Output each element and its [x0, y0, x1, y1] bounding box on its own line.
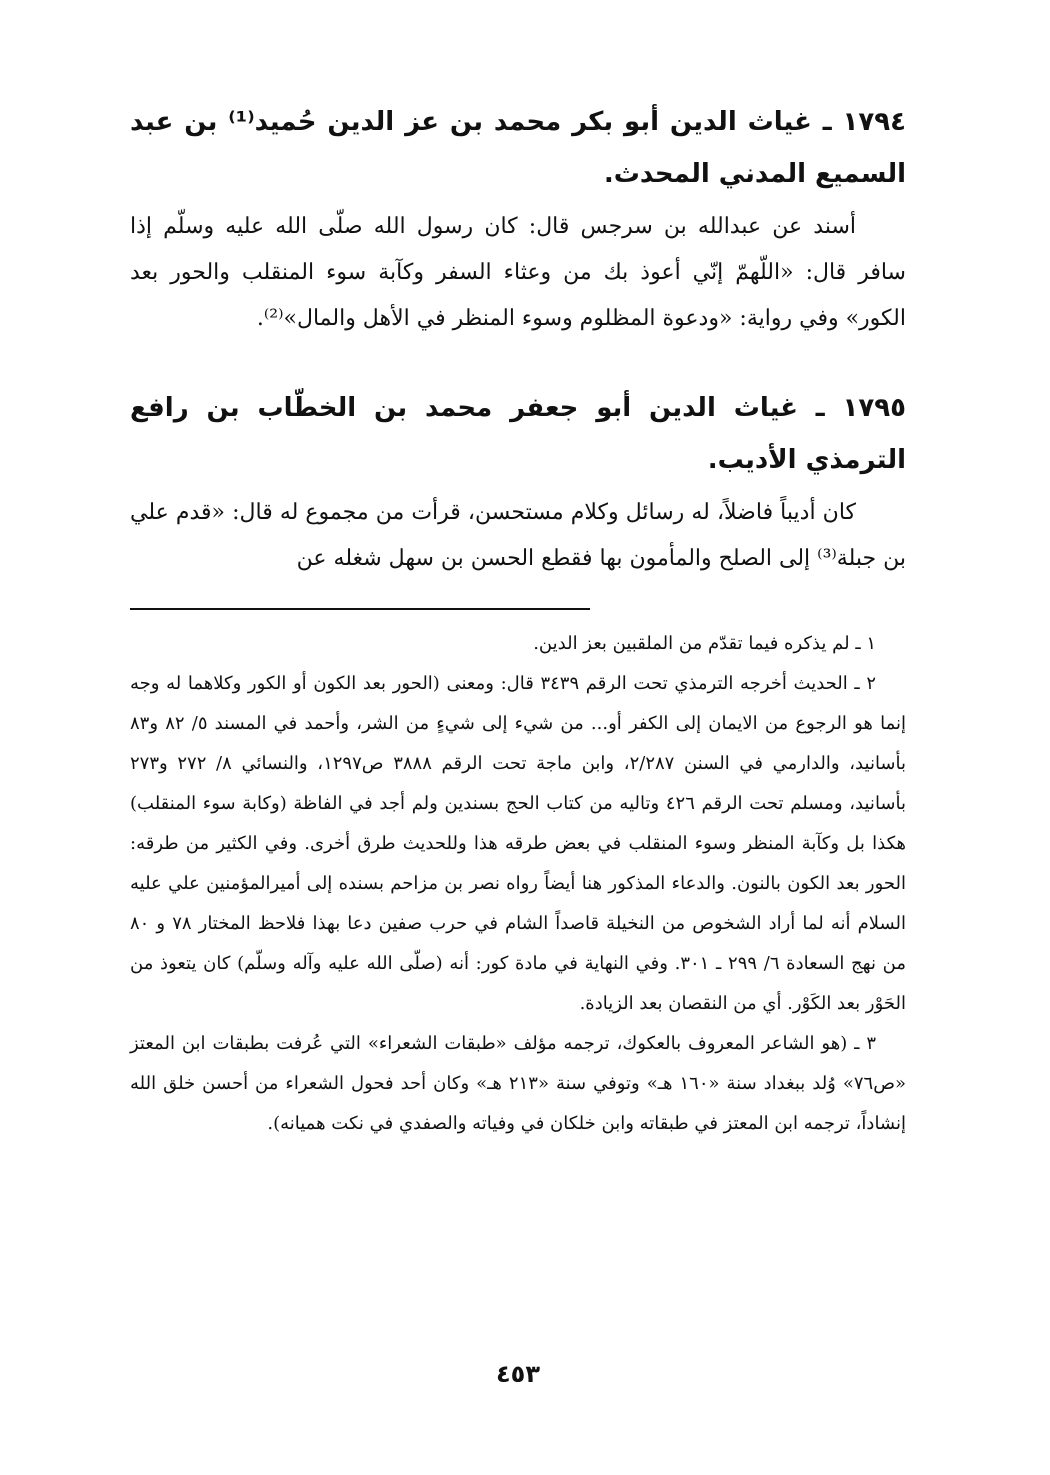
- entry-1794: [130, 96, 906, 342]
- footnote-1: ١ ـ لم يذكره فيما تقدّم من الملقبين بعز الدين.: [533, 633, 876, 654]
- footnote-2: ٢ ـ الحديث أخرجه الترمذي تحت الرقم ٣٤٣٩ قال: ومعنى (الحور بعد الكون أو الكور وكلاهما له وجه إنما هو الرجوع من الايمان إلى الكفر أو... من شيء إلى شيءٍ من الشر، وأحمد في المسند ٥/ ٨٢ و٨٣ بأسانيد، والدارمي في السنن ٢/٢٨٧، وابن ماجة تحت الرقم ٣٨٨٨ ص١٢٩٧، والنسائي ٨/ ٢٧٢ و٢٧٣ بأسانيد، ومسلم تحت الرقم ٤٢٦ وتاليه من كتاب الحج بسندين ولم أجد في الفاظة (وكابة سوء المنقلب) هكذا بل وكآبة المنظر وسوء المنقلب في بعض طرقه هذا وللحديث طرق أخرى. وفي الكثير من طرقه: الحور بعد الكون بالنون. والدعاء المذكور هنا أيضاً رواه نصر بن مزاحم بسنده إلى أميرالمؤمنين علي عليه السلام أنه لما أراد الشخوص من النخيلة قاصداً الشام في حرب صفين دعا بهذا فلاحظ المختار ٧٨ و ٨٠ من نهج السعادة ٦/ ٢٩٩ ـ ٣٠١. وفي النهاية في مادة كور: أنه (صلّى الله عليه وآله وسلّم) كان يتعوذ من الحَوْر بعد الكَوْر. أي من النقصان بعد الزيادة.: [130, 673, 907, 1014]
- footnote-3: ٣ ـ (هو الشاعر المعروف بالعكوك، ترجمه مؤلف «طبقات الشعراء» التي عُرفت بطبقات ابن المعتز «ص٧٦» وُلد ببغداد سنة «١٦٠ هـ» وتوفي سنة «٢١٣ هـ» وكان أحد فحول الشعراء من أحسن خلق الله إنشاداً، ترجمه ابن المعتز في طبقاته وابن خلكان في وفياته والصفدي في نكت هميانه).: [130, 1033, 907, 1134]
- footnote-divider: [130, 608, 590, 610]
- page-number: ٤٥٣: [496, 1360, 540, 1388]
- spacer: [130, 342, 906, 382]
- entry-title: ١٧٩٤ ـ غياث الدين أبو بكر محمد بن عز الدين حُميد⁽¹⁾ بن عبد السميع المدني المحدث.: [130, 107, 906, 189]
- entry-title: ١٧٩٥ ـ غياث الدين أبو جعفر محمد بن الخطّاب بن رافع الترمذي الأديب.: [130, 393, 906, 475]
- entry-1795: [130, 382, 906, 582]
- footnotes: [130, 624, 906, 1144]
- entry-body: أسند عن عبدالله بن سرجس قال: كان رسول الله صلّى الله عليه وسلّم إذا سافر قال: «اللّهمّ إنّي أعوذ بك من وعثاء السفر وكآبة سوء المنقلب والحور بعد الكور» وفي رواية: «ودعوة المظلوم وسوء المنظر في الأهل والمال»⁽²⁾.: [130, 214, 906, 331]
- book-page: [130, 96, 906, 1456]
- entry-body: كان أديباً فاضلاً، له رسائل وكلام مستحسن، قرأت من مجموع له قال: «قدم علي بن جبلة⁽³⁾ إلى الصلح والمأمون بها فقطع الحسن بن سهل شغله عن: [130, 500, 906, 571]
